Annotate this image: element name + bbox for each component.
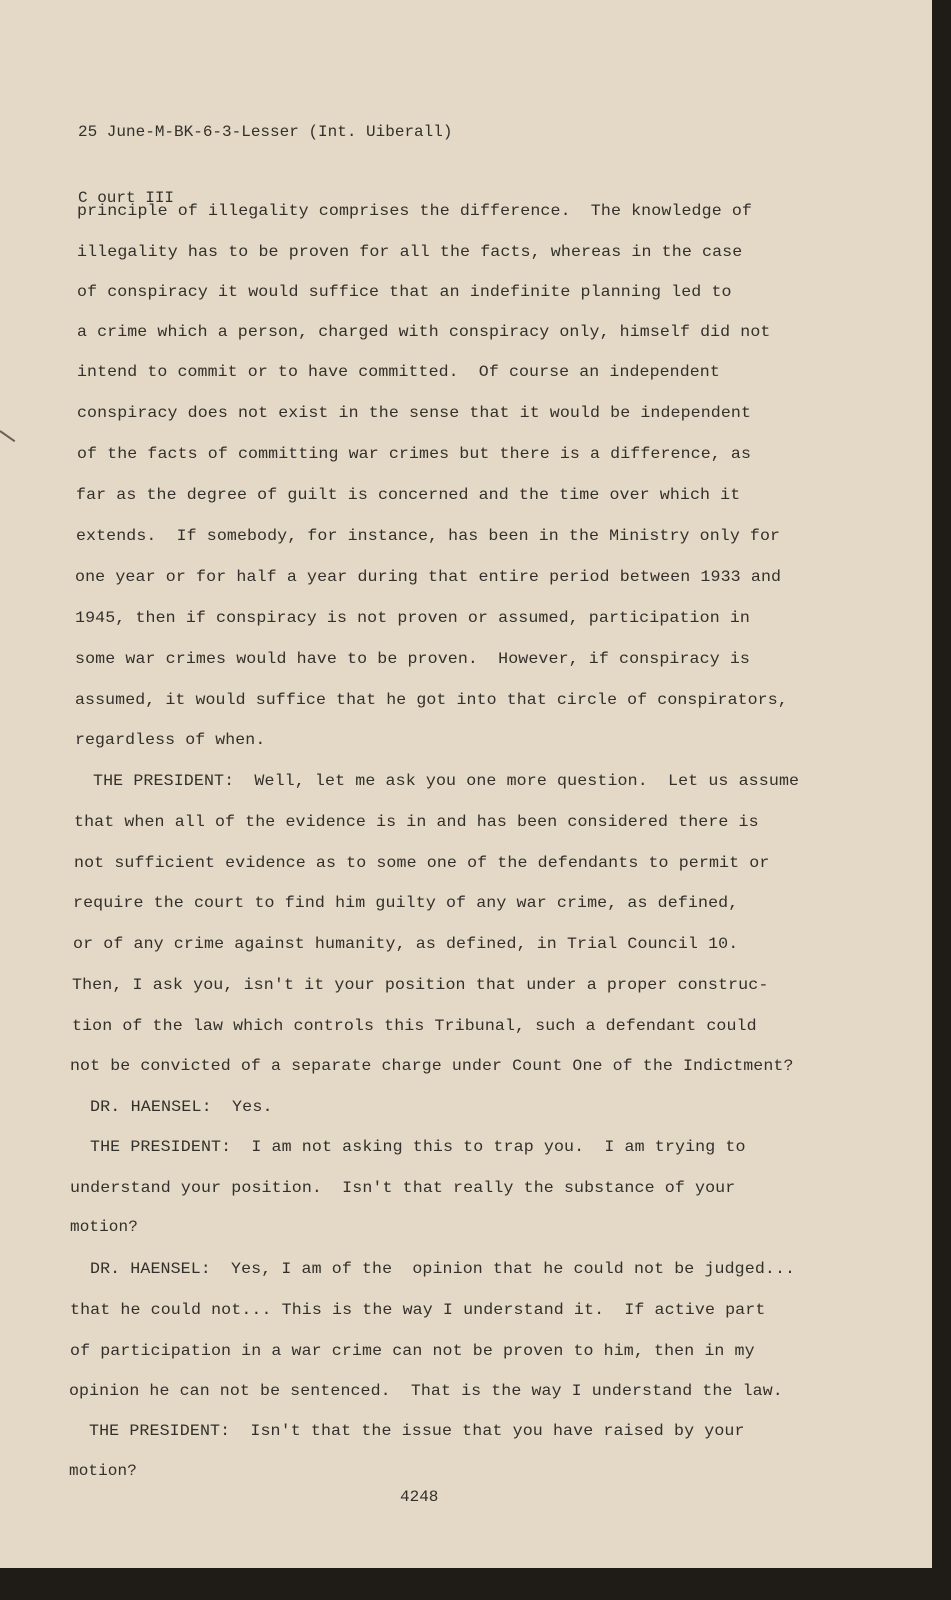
header-reference: 25 June-M-BK-6-3-Lesser (Int. Uiberall) [78, 123, 453, 141]
page-header [78, 77, 452, 253]
transcript-line: illegality has to be proven for all the facts, whereas in the case [77, 243, 743, 261]
transcript-line: far as the degree of guilt is concerned and the time over which it [76, 486, 741, 504]
header-court: C ourt III [78, 189, 175, 207]
transcript-line: that when all of the evidence is in and has been considered there is [74, 813, 759, 831]
transcript-line: one year or for half a year during that entire period between 1933 and [75, 568, 782, 586]
transcript-line: motion? [70, 1218, 138, 1236]
transcript-line: some war crimes would have to be proven. However, if conspiracy is [75, 650, 751, 668]
transcript-line: THE PRESIDENT: I am not asking this to trap you. I am trying to [90, 1138, 746, 1156]
transcript-line: of participation in a war crime can not be proven to him, then in my [70, 1342, 755, 1360]
transcript-line: opinion he can not be sentenced. That is the way I understand the law. [69, 1382, 783, 1400]
transcript-line: of the facts of committing war crimes but there is a difference, as [77, 445, 752, 463]
transcript-line: THE PRESIDENT: Isn't that the issue that you have raised by your [89, 1422, 745, 1440]
transcript-line: Then, I ask you, isn't it your position that under a proper construc- [72, 976, 769, 994]
transcript-line: regardless of when. [75, 731, 266, 749]
transcript-line: DR. HAENSEL: Yes. [90, 1098, 273, 1116]
transcript-line: principle of illegality comprises the difference. The knowledge of [77, 202, 753, 220]
transcript-line: a crime which a person, charged with conspiracy only, himself did not [77, 323, 771, 341]
transcript-line: 1945, then if conspiracy is not proven or assumed, participation in [75, 609, 751, 627]
page-number: 4248 [400, 1488, 439, 1506]
transcript-line: conspiracy does not exist in the sense that it would be independent [77, 404, 752, 422]
transcript-line: or of any crime against humanity, as defined, in Trial Council 10. [73, 935, 739, 953]
transcript-line: extends. If somebody, for instance, has been in the Ministry only for [76, 527, 781, 545]
transcript-line: motion? [69, 1462, 137, 1480]
transcript-line: intend to commit or to have committed. Of course an independent [77, 363, 720, 381]
transcript-line: that he could not... This is the way I understand it. If active part [70, 1301, 766, 1319]
transcript-line: not be convicted of a separate charge under Count One of the Indictment? [70, 1057, 794, 1075]
transcript-line: THE PRESIDENT: Well, let me ask you one more question. Let us assume [93, 772, 800, 790]
transcript-line: require the court to find him guilty of any war crime, as defined, [73, 894, 739, 912]
transcript-line: DR. HAENSEL: Yes, I am of the opinion that he could not be judged... [90, 1260, 796, 1278]
transcript-line: tion of the law which controls this Tribunal, such a defendant could [72, 1017, 757, 1035]
transcript-line: understand your position. Isn't that really the substance of your [70, 1179, 736, 1197]
edge-mark [0, 430, 15, 442]
transcript-line: not sufficient evidence as to some one of the defendants to permit or [74, 854, 770, 872]
transcript-line: assumed, it would suffice that he got into that circle of conspirators, [75, 691, 788, 709]
transcript-line: of conspiracy it would suffice that an indefinite planning led to [77, 283, 732, 301]
